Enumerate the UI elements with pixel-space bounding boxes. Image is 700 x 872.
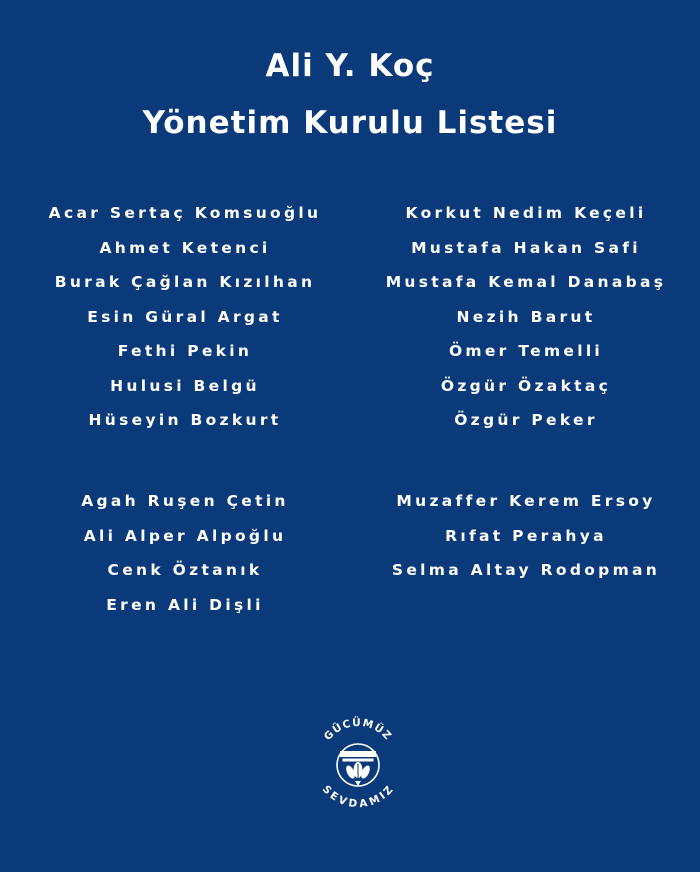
member-name: Rıfat Perahya: [445, 526, 607, 545]
svg-text:SEVDAMIZ: [320, 783, 397, 810]
member-name: Muzaffer Kerem Ersoy: [396, 492, 656, 510]
member-name: Agah Ruşen Çetin: [81, 492, 289, 510]
svg-text:GÜCÜMÜZ: [322, 715, 394, 743]
member-list-group1-left: [15, 196, 355, 438]
member-name: Ahmet Ketenci: [99, 238, 271, 257]
member-name: Acar Sertaç Komsuoğlu: [48, 204, 322, 222]
member-name: Eren Ali Dişli: [106, 595, 264, 614]
member-name: Esin Güral Argat: [87, 307, 283, 326]
member-name: Korkut Nedim Keçeli: [405, 204, 647, 222]
member-list-group1-right: [356, 196, 696, 438]
member-name: Selma Altay Rodopman: [391, 561, 661, 579]
logo-bottom-text: SEVDAMIZ: [319, 783, 397, 811]
member-name: Cenk Öztanık: [107, 561, 263, 579]
member-name: Hüseyin Bozkurt: [88, 411, 282, 429]
member-list-group2-right: [356, 484, 696, 588]
fenerbahce-emblem-icon: [308, 712, 408, 812]
member-name: Burak Çağlan Kızılhan: [54, 273, 316, 291]
title-candidate-name: Ali Y. Koç: [265, 48, 435, 84]
member-name: Fethi Pekin: [117, 342, 253, 360]
member-name: Hulusi Belgü: [110, 376, 260, 395]
member-name: Mustafa Kemal Danabaş: [385, 273, 667, 291]
member-name: Ali Alper Alpoğlu: [83, 526, 287, 545]
logo-top-text: GÜCÜMÜZ: [321, 716, 395, 743]
member-list-group2-left: [15, 484, 355, 622]
member-name: Özgür Özaktaç: [440, 376, 612, 395]
member-name: Özgür Peker: [454, 411, 598, 429]
member-name: Mustafa Hakan Safi: [411, 238, 641, 257]
title-board-list: Yönetim Kurulu Listesi: [142, 105, 558, 141]
member-name: Nezih Barut: [456, 307, 596, 326]
member-name: Ömer Temelli: [448, 342, 604, 360]
